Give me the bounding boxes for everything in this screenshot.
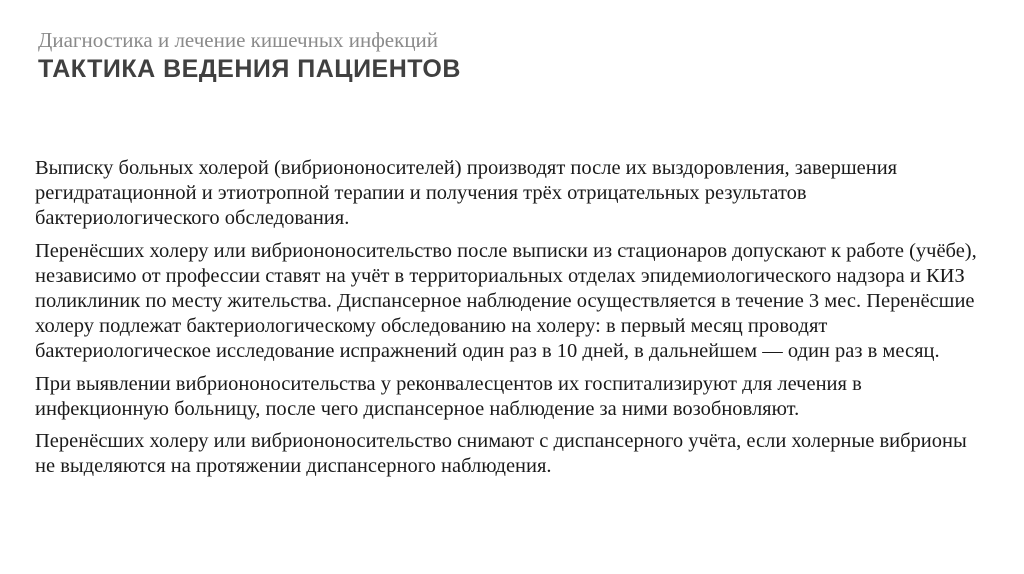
slide-subtitle: Диагностика и лечение кишечных инфекций: [38, 28, 439, 52]
paragraph-discharge: Выписку больных холерой (вибриононосителей) производят после их выздоровления, завершения регидратационной и этиотропной терапии и получения трёх отрицательных результатов бактериологического обследования.: [35, 157, 898, 230]
paragraph-re-hospitalization: При выявлении вибриононосительства у реконвалесцентов их госпитализируют для лечения в инфекционную больницу, после чего диспансерное наблюдение за ними возобновляют.: [35, 372, 862, 420]
slide-title: ТАКТИКА ВЕДЕНИЯ ПАЦИЕНТОВ: [38, 55, 461, 83]
paragraph-dispensary-observation: Перенёсших холеру или вибриононосительство после выписки из стационаров допускают к работе (учёбе), независимо от профессии ставят на учёт в территориальных отделах эпидемиологического надзора и КИЗ поликлиник по месту жительства. Диспансерное наблюдение осуществляется в течение 3 мес. Перенёсшие холеру подлежат бактериологическому обследованию на холеру: в первый месяц проводят бактериологическое исследование испражнений один раз в 10 дней, в дальнейшем — один раз в месяц.: [35, 239, 977, 363]
slide-body: [35, 156, 990, 486]
paragraph-deregistration: Перенёсших холеру или вибриононосительство снимают с диспансерного учёта, если холерные вибрионы не выделяются на протяжении диспансерного наблюдения.: [35, 430, 967, 478]
slide-header: [38, 28, 998, 84]
